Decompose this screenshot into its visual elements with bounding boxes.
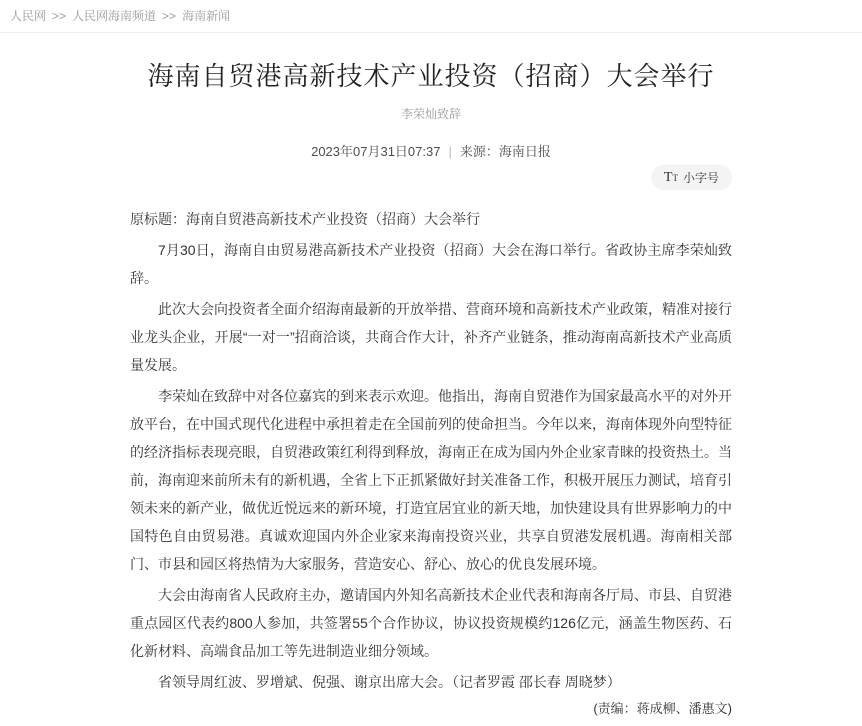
- article-paragraph: 大会由海南省人民政府主办，邀请国内外知名高新技术企业代表和海南各厅局、市县、自贸港重点园区代表约800人参加，共签署55个合作协议，协议投资规模约126亿元，涵盖生物医药、石化新材料、高端食品加工等先进制造业细分领域。: [130, 587, 732, 659]
- article-toolbar: [130, 165, 732, 190]
- source-label: 来源：: [459, 144, 499, 159]
- article-meta: [130, 141, 732, 160]
- font-size-button[interactable]: [651, 165, 732, 190]
- article-paragraph: 省领导周红波、罗增斌、倪强、谢京出席大会。（记者罗霞 邵长春 周晓梦）: [158, 674, 621, 690]
- article-paragraph: 此次大会向投资者全面介绍海南最新的开放举措、营商环境和高新技术产业政策，精准对接行业龙头企业，开展“一对一”招商洽谈，共商合作大计，补齐产业链条，推动海南高新技术产业高质量发展。: [130, 301, 732, 373]
- publish-date: 2023年07月31日07:37: [311, 144, 441, 159]
- breadcrumb-separator: >>: [52, 9, 67, 23]
- original-title-line: 原标题：海南自贸港高新技术产业投资（招商）大会举行: [130, 211, 480, 227]
- breadcrumb-link-peoples-daily[interactable]: 人民网: [10, 9, 47, 23]
- editor-note: (责编：蒋成柳、潘惠文): [593, 701, 732, 716]
- breadcrumb-link-hainan-channel[interactable]: 人民网海南频道: [72, 9, 157, 23]
- meta-divider: |: [448, 144, 452, 159]
- breadcrumb: [0, 0, 862, 33]
- breadcrumb-separator: >>: [162, 9, 177, 23]
- article-subtitle: 李荣灿致辞: [400, 107, 461, 121]
- page-title: 海南自贸港高新技术产业投资（招商）大会举行: [147, 61, 715, 91]
- source-name: 海南日报: [498, 144, 551, 159]
- font-size-icon: TT: [663, 170, 678, 185]
- breadcrumb-link-hainan-news[interactable]: 海南新闻: [182, 9, 231, 23]
- article-body: [130, 205, 732, 696]
- font-size-label: 小字号: [682, 170, 719, 185]
- article-paragraph: 7月30日，海南自由贸易港高新技术产业投资（招商）大会在海口举行。省政协主席李荣灿致辞。: [130, 242, 732, 286]
- article-container: [130, 60, 732, 726]
- article-paragraph: 李荣灿在致辞中对各位嘉宾的到来表示欢迎。他指出，海南自贸港作为国家最高水平的对外开放平台，在中国式现代化进程中承担着走在全国前列的使命担当。今年以来，海南体现外向型特征的经济指标表现亮眼，自贸港政策红利得到释放，海南正在成为国内外企业家青睐的投资热土。当前，海南迎来前所未有的新机遇，全省上下正抓紧做好封关准备工作，积极开展压力测试，培育引领未来的新产业，做优近悦远来的新环境，打造宜居宜业的新天地，加快建设具有世界影响力的中国特色自由贸易港。真诚欢迎国内外企业家来海南投资兴业，共享自贸港发展机遇。海南相关部门、市县和园区将热情为大家服务，营造安心、舒心、放心的优良发展环境。: [130, 388, 732, 572]
